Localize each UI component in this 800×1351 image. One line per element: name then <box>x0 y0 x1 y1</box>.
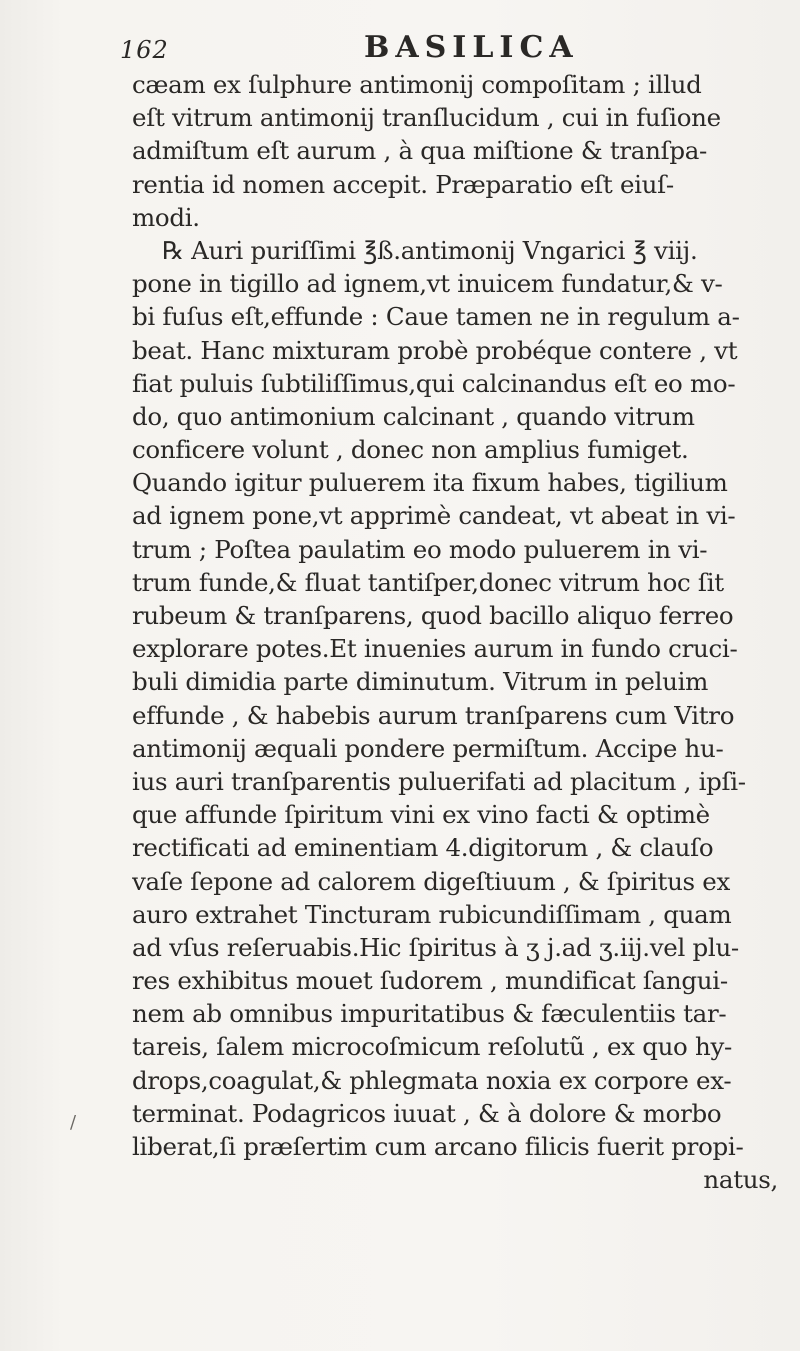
text-line: nem ab omnibus impuritatibus & fæculentiis tar- <box>132 999 727 1029</box>
text-line: trum funde,& fluat tantiſper,donec vitrum hoc ſit <box>132 567 724 597</box>
text-line: ad ignem pone,vt apprimè candeat, vt abeat in vi- <box>132 501 736 531</box>
text-line: rectificati ad eminentiam 4.digitorum , & clauſo <box>132 833 714 863</box>
text-line: explorare potes.Et inuenies aurum in fundo cruci- <box>132 634 738 664</box>
text-line: admiſtum eſt aurum , à qua miſtione & tranſpa- <box>132 136 708 166</box>
text-line: do, quo antimonium calcinant , quando vitrum <box>132 401 695 431</box>
page-header <box>120 30 740 70</box>
text-line: beat. Hanc mixturam probè probéque contere , vt <box>132 335 738 365</box>
text-line: vaſe ſepone ad calorem digeſtiuum , & ſpiritus ex <box>132 866 731 896</box>
text-line: terminat. Podagricos iuuat , & à dolore & morbo <box>132 1098 722 1128</box>
text-line: liberat,ſi præſertim cum arcano filicis fuerit propi- <box>132 1132 744 1161</box>
text-line: fiat puluis ſubtiliſſimus,qui calcinandus eſt eo mo- <box>132 368 736 398</box>
text-line: trum ; Poſtea paulatim eo modo puluerem in vi- <box>132 534 708 564</box>
catchword-line: natus, <box>703 1165 778 1195</box>
text-line: drops,coagulat,& phlegmata noxia ex corpore ex- <box>132 1065 732 1095</box>
text-line: bi fuſus eſt,effunde : Caue tamen ne in regulum a- <box>132 302 740 332</box>
text-line: Quando igitur puluerem ita fixum habes, tigilium <box>132 468 728 498</box>
text-line: res exhibitus mouet ſudorem , mundificat ſangui- <box>132 966 728 996</box>
text-line: rentia id nomen accepit. Præparatio eſt eiuſ- <box>132 169 674 199</box>
text-line: modi. <box>132 202 200 232</box>
margin-mark: / <box>70 1112 77 1133</box>
text-line: que affunde ſpiritum vini ex vino facti & optimè <box>132 800 710 830</box>
text-line: tareis, ſalem microcoſmicum reſolutũ , ex quo hy- <box>132 1032 732 1062</box>
text-line: rubeum & tranſparens, quod bacillo aliquo ferreo <box>132 601 734 630</box>
text-line: cæam ex ſulphure antimonij compoſitam ; illud <box>132 70 702 99</box>
page-number: 162 <box>120 36 169 64</box>
running-title: BASILICA <box>364 30 579 65</box>
text-body <box>132 68 782 1196</box>
text-line: auro extrahet Tincturam rubicundiſſimam , quam <box>132 899 732 929</box>
text-line: effunde , & habebis aurum tranſparens cum Vitro <box>132 700 735 730</box>
text-line: antimonij æquali pondere permiſtum. Accipe hu- <box>132 733 724 763</box>
text-line: eſt vitrum antimonij tranſlucidum , cui in fuſione <box>132 103 721 133</box>
text-line: ius auri tranſparentis puluerifati ad placitum , ipſi- <box>132 766 746 796</box>
text-line: buli dimidia parte diminutum. Vitrum in peluim <box>132 667 709 697</box>
text-line: ℞ Auri puriſſimi ℥ß.antimonij Vngarici ℥ viij. <box>162 235 698 265</box>
text-line: conficere volunt , donec non amplius fumiget. <box>132 435 689 465</box>
text-line: ad vſus reſeruabis.Hic ſpiritus à ʒ j.ad ʒ.iij.vel plu- <box>132 932 739 962</box>
text-line: pone in tigillo ad ignem,vt inuicem fundatur,& v- <box>132 269 723 299</box>
